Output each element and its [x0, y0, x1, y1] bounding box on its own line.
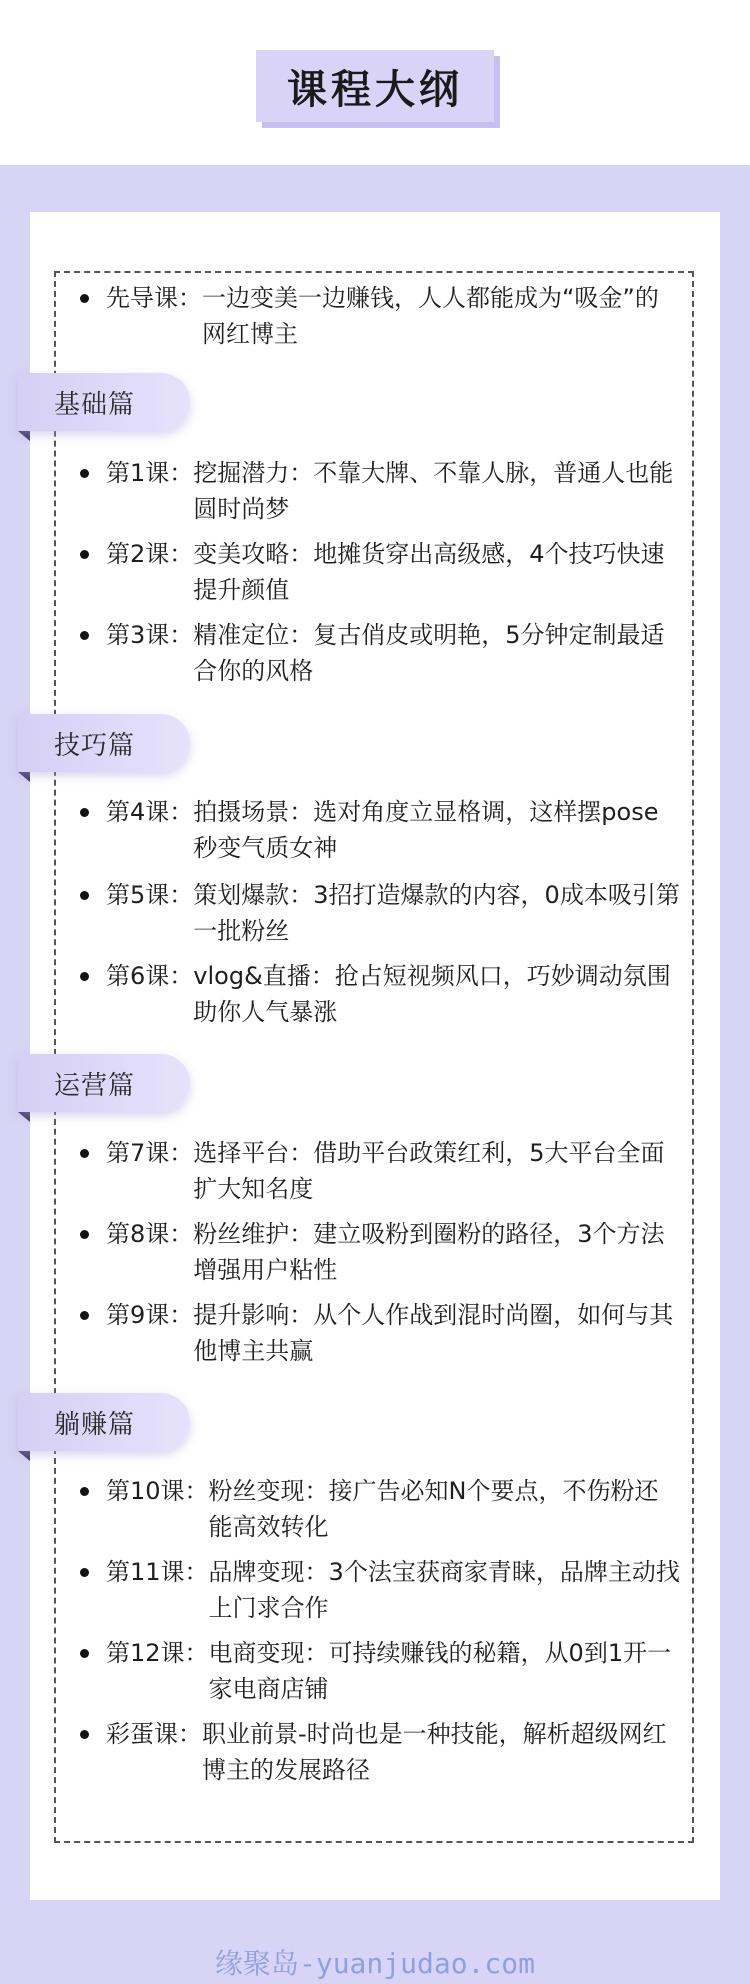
footer-watermark: 缘聚岛-yuanjudao.com	[214, 1947, 535, 1980]
list-item-intro	[80, 280, 680, 352]
bullet-icon	[80, 550, 89, 559]
bullet-icon	[80, 1311, 89, 1320]
bullet-icon	[80, 1487, 89, 1496]
lesson-text: 粉丝变现：接广告必知N个要点，不伤粉还能高效转化	[208, 1477, 659, 1541]
section-title: 躺赚篇	[54, 1409, 136, 1440]
list-item	[80, 1135, 680, 1207]
list-item	[80, 1716, 680, 1788]
lesson-label: 彩蛋课：	[106, 1720, 202, 1748]
lesson-text: vlog&直播：抢占短视频风口，巧妙调动氛围助你人气暴涨	[193, 962, 671, 1026]
tab-fold-shadow	[18, 1451, 30, 1461]
lesson-text: 挖掘潜力：不靠大牌、不靠人脉，普通人也能圆时尚梦	[193, 459, 674, 523]
lesson-label: 先导课：	[106, 284, 202, 312]
lesson-text: 策划爆款：3招打造爆款的内容，0成本吸引第一批粉丝	[193, 881, 680, 945]
section-tab-basic	[18, 373, 190, 431]
bullet-icon	[80, 631, 89, 640]
tab-fold-shadow	[18, 772, 30, 782]
bullet-icon	[80, 1568, 89, 1577]
tab-fold-shadow	[18, 431, 30, 441]
bullet-icon	[80, 1149, 89, 1158]
lesson-label: 第10课：	[106, 1477, 209, 1505]
lesson-label: 第2课：	[106, 540, 194, 568]
list-item	[80, 536, 680, 608]
list-item	[80, 1635, 680, 1707]
bullet-icon	[80, 972, 89, 981]
lesson-label: 第11课：	[106, 1558, 209, 1586]
bullet-icon	[80, 469, 89, 478]
lesson-label: 第5课：	[106, 881, 194, 909]
bullet-icon	[80, 1230, 89, 1239]
lesson-text: 提升影响：从个人作战到混时尚圈，如何与其他博主共赢	[193, 1301, 674, 1365]
list-item	[80, 877, 680, 949]
lesson-label: 第3课：	[106, 621, 194, 649]
lesson-text: 电商变现：可持续赚钱的秘籍，从0到1开一家电商店铺	[208, 1639, 672, 1703]
bullet-icon	[80, 808, 89, 817]
tab-fold-shadow	[18, 1112, 30, 1122]
lesson-text: 职业前景-时尚也是一种技能，解析超级网红博主的发展路径	[202, 1720, 667, 1784]
bullet-icon	[80, 1649, 89, 1658]
page-title: 课程大纲	[287, 66, 463, 113]
lesson-text: 变美攻略：地摊货穿出高级感，4个技巧快速提升颜值	[193, 540, 665, 604]
lesson-text: 品牌变现：3个法宝获商家青睐，品牌主动找上门求合作	[208, 1558, 680, 1622]
lesson-label: 第6课：	[106, 962, 194, 990]
section-tab-skills	[18, 714, 190, 772]
lesson-label: 第9课：	[106, 1301, 194, 1329]
lesson-label: 第8课：	[106, 1220, 194, 1248]
lesson-label: 第4课：	[106, 798, 194, 826]
lesson-label: 第1课：	[106, 459, 194, 487]
lesson-text: 精准定位：复古俏皮或明艳，5分钟定制最适合你的风格	[193, 621, 665, 685]
section-title: 技巧篇	[54, 730, 136, 761]
bullet-icon	[80, 294, 89, 303]
list-item	[80, 1216, 680, 1288]
list-item	[80, 617, 680, 689]
lesson-text: 选择平台：借助平台政策红利，5大平台全面扩大知名度	[193, 1139, 665, 1203]
list-item	[80, 794, 680, 866]
lesson-label: 第7课：	[106, 1139, 194, 1167]
bullet-icon	[80, 1730, 89, 1739]
section-title: 运营篇	[54, 1070, 136, 1101]
list-item	[80, 1297, 680, 1369]
title-banner	[256, 50, 494, 122]
list-item	[80, 958, 680, 1030]
lesson-label: 第12课：	[106, 1639, 209, 1667]
header	[0, 0, 750, 165]
list-item	[80, 1473, 680, 1545]
list-item	[80, 1554, 680, 1626]
lesson-text: 粉丝维护：建立吸粉到圈粉的路径，3个方法增强用户粘性	[193, 1220, 665, 1284]
lesson-text: 一边变美一边赚钱，人人都能成为“吸金”的网红博主	[202, 284, 659, 348]
section-title: 基础篇	[54, 389, 136, 420]
section-tab-operations	[18, 1054, 190, 1112]
lesson-text: 拍摄场景：选对角度立显格调，这样摆pose秒变气质女神	[193, 798, 659, 862]
bullet-icon	[80, 891, 89, 900]
list-item	[80, 455, 680, 527]
section-tab-passive-income	[18, 1393, 190, 1451]
